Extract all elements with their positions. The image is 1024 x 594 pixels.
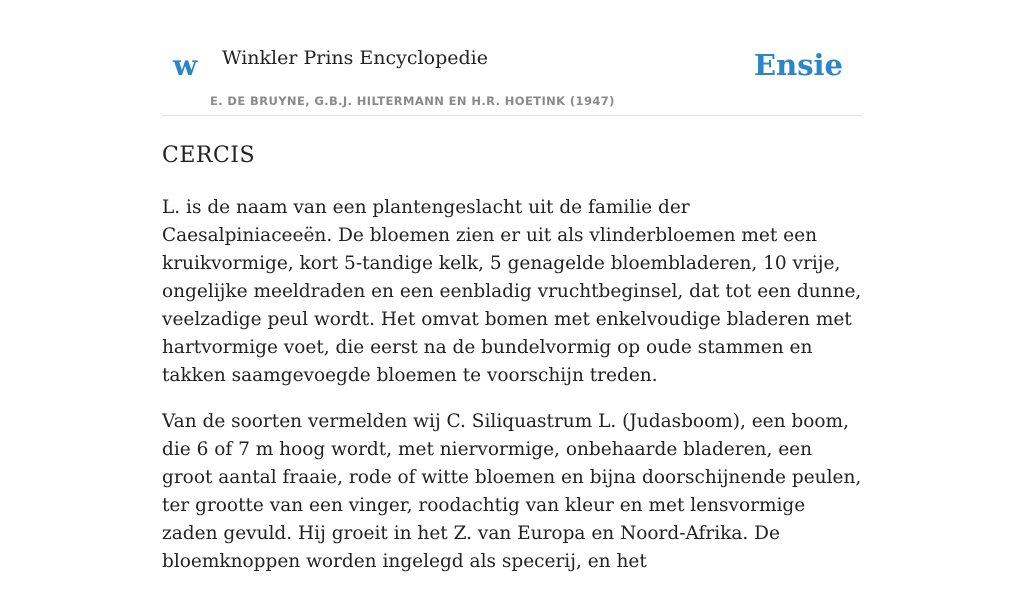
entry-title: CERCIS xyxy=(162,143,256,168)
entry-body xyxy=(162,194,862,576)
source-title[interactable]: Winkler Prins Encyclopedie xyxy=(222,47,488,69)
source-logo[interactable]: w xyxy=(173,49,198,82)
entry-paragraph: L. is de naam van een plantengeslacht uit de familie der Caesalpiniaceeën. De bloemen zien er uit als vlinderbloemen met een kruikvormige, kort 5-tandige kelk, 5 genagelde bloembladeren, 10 vrije, ongelijke meeldraden en een eenbladig vruchtbeginsel, dat tot een dunne, veelzadige peul wordt. Het omvat bomen met enkelvoudige bladeren met hartvormige voet, die eerst na de bundelvormig op oude stammen en takken saamgevoegde bloemen te voorschijn treden. xyxy=(162,197,862,387)
entry-paragraph: Van de soorten vermelden wij C. Siliquastrum L. (Judasboom), een boom, die 6 of 7 m hoog wordt, met niervormige, onbehaarde bladeren, een groot aantal fraaie, rode of witte bloemen en bijna doorschijnende peulen, ter grootte van een vinger, roodachtig van kleur en met lensvormige zaden gevuld. Hij groeit in het Z. van Europa en Noord-Afrika. De bloemknoppen worden ingelegd als specerij, en het xyxy=(162,411,862,573)
brand-logo-link[interactable]: Ensie xyxy=(754,48,843,82)
source-authors: E. DE BRUYNE, G.B.J. HILTERMANN EN H.R. HOETINK (1947) xyxy=(210,94,615,108)
page-container xyxy=(162,0,862,594)
source-header xyxy=(162,0,862,116)
